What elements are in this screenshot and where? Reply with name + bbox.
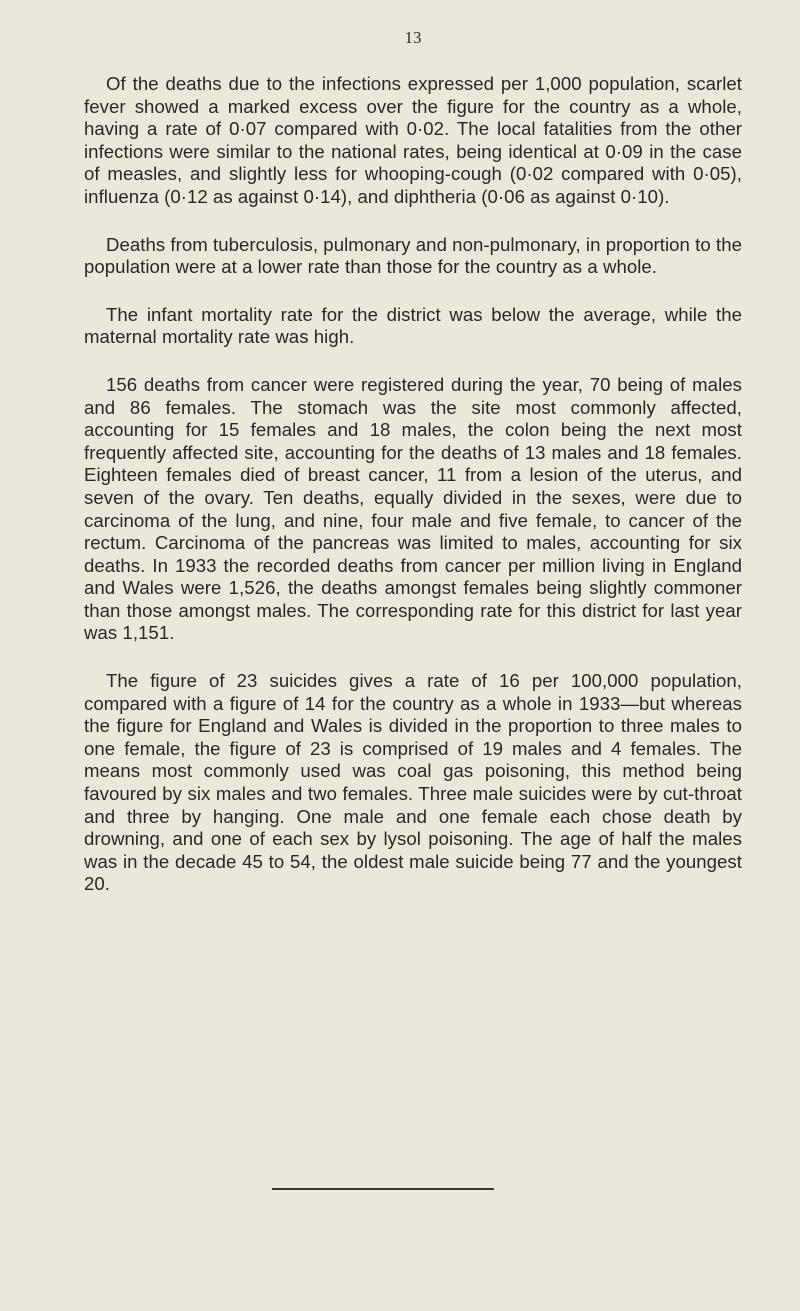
paragraph-infant-mortality: The infant mortality rate for the district was below the average, while the maternal mortality rate was high.	[84, 303, 742, 348]
page-number: 13	[404, 28, 422, 47]
section-divider-rule	[272, 1188, 494, 1190]
paragraph-suicides: The figure of 23 suicides gives a rate of 16 per 100,000 population, compared with a figure of 14 for the country as a whole in 1933—but whereas the figure for England and Wales is divided in the proportion to three males to one female, the figure of 23 is comprised of 19 males and 4 females. The means most commonly used was coal gas poisoning, this method being favoured by six males and two females. Three male suicides were by cut-throat and three by hanging. One male and one female each chose death by drowning, and one of each sex by lysol poisoning. The age of half the males was in the decade 45 to 54, the oldest male suicide being 77 and the youngest 20.	[84, 670, 742, 895]
paragraph-infections: Of the deaths due to the infections expressed per 1,000 population, scarlet fever showed a marked excess over the figure for the country as a whole, having a rate of 0·07 compared with 0·02. The local fatalities from the other infections were similar to the national rates, being identical at 0·09 in the case of measles, and slightly less for whooping-cough (0·02 compared with 0·05), influenza (0·12 as against 0·14), and diphtheria (0·06 as against 0·10).	[84, 73, 742, 207]
paragraph-cancer: 156 deaths from cancer were registered during the year, 70 being of males and 86 females. The stomach was the site most commonly affected, accounting for 15 females and 18 males, the colon being the next most frequently affected site, accounting for the deaths of 13 males and 18 females. Eighteen females died of breast cancer, 11 from a lesion of the uterus, and seven of the ovary. Ten deaths, equally divided in the sexes, were due to carcinoma of the lung, and nine, four male and five female, to cancer of the rectum. Carcinoma of the pancreas was limited to males, accounting for six deaths. In 1933 the recorded deaths from cancer per million living in England and Wales were 1,526, the deaths amongst females being slightly commoner than those amongst males. The corresponding rate for this district for last year was 1,151.	[84, 373, 742, 644]
paragraph-tuberculosis: Deaths from tuberculosis, pulmonary and non-pulmonary, in proportion to the population were at a lower rate than those for the country as a whole.	[84, 233, 742, 278]
